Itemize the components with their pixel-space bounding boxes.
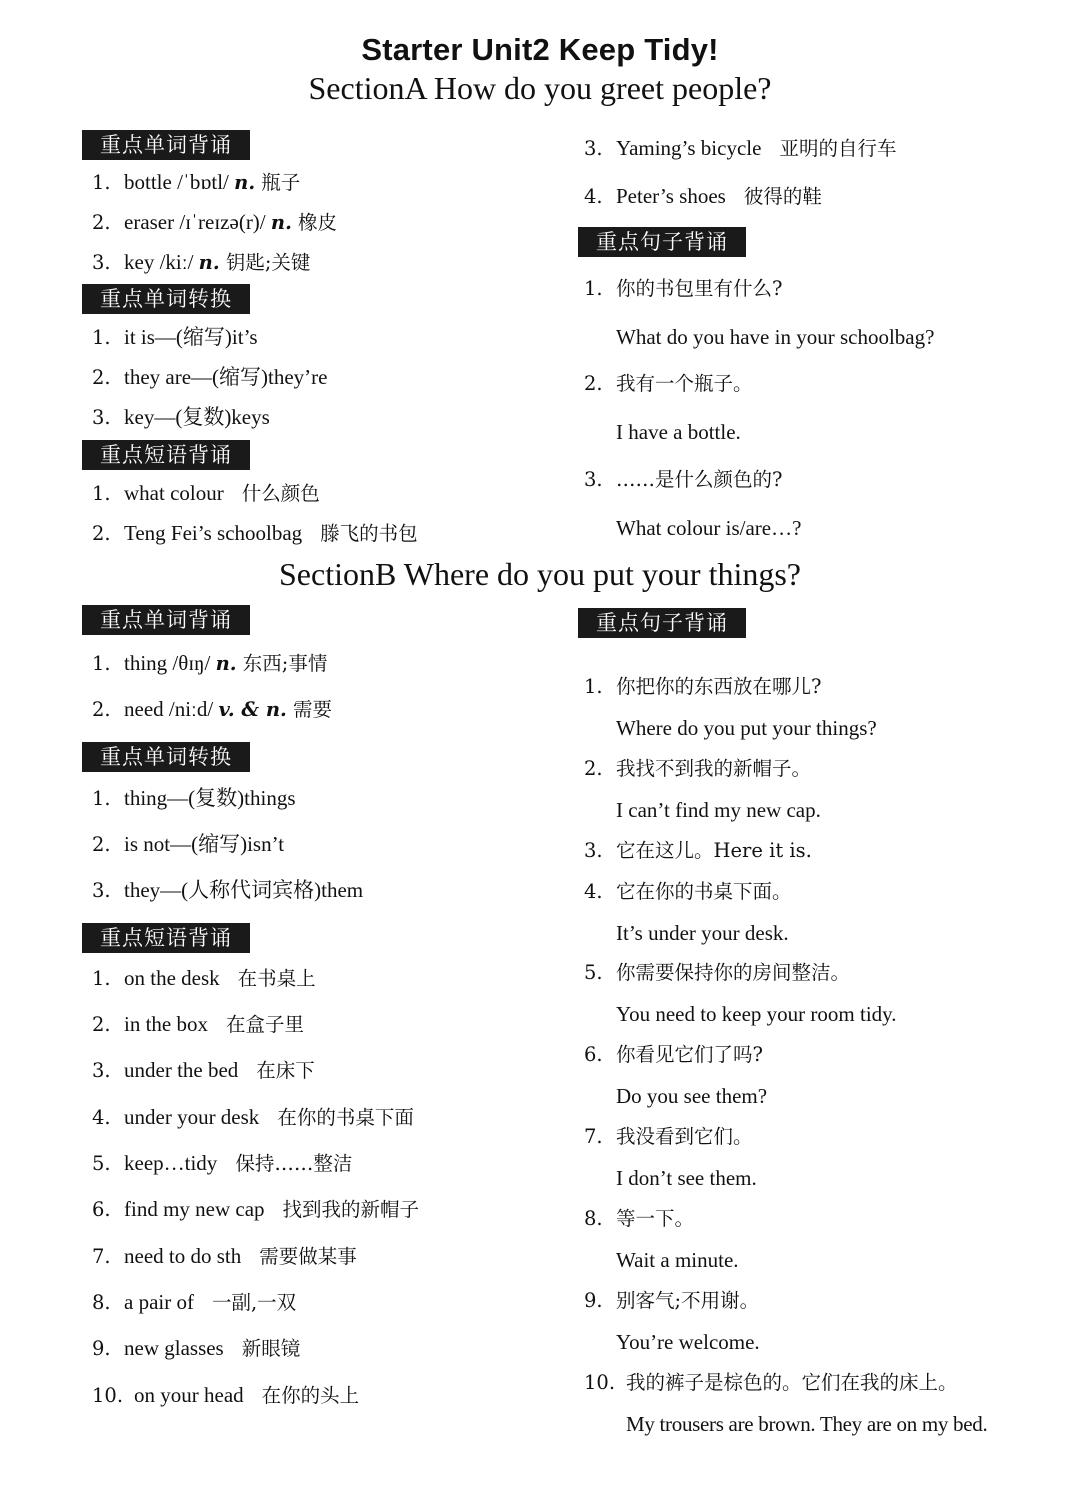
b-phrase-item xyxy=(92,1196,419,1223)
b-transform-item xyxy=(92,877,363,904)
phrase-cn: 什么颜色 xyxy=(241,482,320,505)
sentence-cn: 等一下。 xyxy=(616,1207,695,1230)
sentence-cn: 我的裤子是棕色的。它们在我的床上。 xyxy=(626,1371,958,1394)
a-transform-item xyxy=(92,404,270,431)
label-a-sentence-recite: 重点句子背诵 xyxy=(578,227,746,257)
sentence-cn: 别客气;不用谢。 xyxy=(616,1289,760,1312)
page-title: Starter Unit2 Keep Tidy! xyxy=(361,32,719,67)
b-sentence-item xyxy=(584,960,850,986)
item-number: 10. xyxy=(584,1371,616,1394)
b-sentence-item xyxy=(584,879,792,905)
a-transform-item xyxy=(92,364,328,391)
phrase-en: what colour xyxy=(124,481,224,505)
a-word-item xyxy=(92,209,337,236)
item-number: 4. xyxy=(584,880,603,903)
part-of-speech: n. xyxy=(270,211,292,234)
transform-text: key—(复数)keys xyxy=(124,405,270,429)
phrase-en: a pair of xyxy=(124,1290,194,1314)
a-phrase-item xyxy=(584,135,896,162)
a-sentence-item xyxy=(584,467,782,493)
item-number: 1. xyxy=(92,787,111,810)
sentence-cn: 我找不到我的新帽子。 xyxy=(616,757,812,780)
b-sentence-item xyxy=(584,756,811,782)
word-text: bottle /ˈbɒtl/ xyxy=(124,170,235,194)
phrase-en: Teng Fei’s schoolbag xyxy=(124,521,303,545)
phrase-en: Yaming’s bicycle xyxy=(616,136,762,160)
item-number: 6. xyxy=(92,1198,111,1221)
b-phrase-item xyxy=(92,1382,359,1409)
part-of-speech: n. xyxy=(198,251,220,274)
transform-text: thing—(复数)things xyxy=(124,786,296,810)
label-a-word-recite: 重点单词背诵 xyxy=(82,130,250,160)
a-sentence-item xyxy=(584,276,782,302)
b-sentence-item xyxy=(584,1370,958,1396)
b-transform-item xyxy=(92,785,296,812)
word-meaning: 瓶子 xyxy=(255,171,301,194)
item-number: 3. xyxy=(92,1059,111,1082)
b-sentence-item xyxy=(584,674,821,700)
a-phrase-item xyxy=(92,480,320,507)
item-number: 1. xyxy=(584,277,603,300)
phrase-en: Peter’s shoes xyxy=(616,184,726,208)
transform-text: they are—(缩写)they’re xyxy=(124,365,328,389)
sentence-cn: 你把你的东西放在哪儿? xyxy=(616,675,822,698)
item-number: 2. xyxy=(92,366,111,389)
b-sentence-translation: Do you see them? xyxy=(616,1084,768,1108)
b-phrase-item xyxy=(92,1150,352,1177)
phrase-en: in the box xyxy=(124,1012,208,1036)
b-phrase-item xyxy=(92,1243,357,1270)
b-transform-item xyxy=(92,831,284,858)
b-sentence-translation: I don’t see them. xyxy=(616,1166,757,1190)
b-phrase-item xyxy=(92,965,316,992)
phrase-cn: 在盒子里 xyxy=(226,1013,305,1036)
item-number: 2. xyxy=(92,211,111,234)
item-number: 7. xyxy=(584,1125,603,1148)
phrase-en: need to do sth xyxy=(124,1244,242,1268)
b-sentence-translation: You need to keep your room tidy. xyxy=(616,1002,897,1026)
part-of-speech: v. & n. xyxy=(218,698,287,721)
item-number: 3. xyxy=(584,468,603,491)
item-number: 1. xyxy=(92,171,111,194)
item-number: 3. xyxy=(92,879,111,902)
phrase-cn: 在床下 xyxy=(256,1059,315,1082)
part-of-speech: n. xyxy=(215,652,237,675)
word-text: thing /θɪŋ/ xyxy=(124,651,216,675)
b-phrase-item xyxy=(92,1057,315,1084)
label-b-phrase-recite: 重点短语背诵 xyxy=(82,923,250,953)
item-number: 10. xyxy=(92,1384,124,1407)
item-number: 1. xyxy=(92,326,111,349)
label-b-sentence-recite: 重点句子背诵 xyxy=(578,608,746,638)
section-a-heading: SectionA How do you greet people? xyxy=(308,70,772,106)
item-number: 5. xyxy=(584,961,603,984)
b-phrase-item xyxy=(92,1289,296,1316)
phrase-cn: 新眼镜 xyxy=(241,1337,301,1360)
phrase-cn: 需要做某事 xyxy=(259,1245,357,1268)
a-transform-item xyxy=(92,324,258,351)
item-number: 3. xyxy=(584,137,603,160)
phrase-en: on your head xyxy=(134,1383,244,1407)
a-phrase-item xyxy=(584,183,822,210)
item-number: 3. xyxy=(92,406,111,429)
item-number: 9. xyxy=(584,1289,603,1312)
phrase-en: keep…tidy xyxy=(124,1151,218,1175)
item-number: 3. xyxy=(92,251,111,274)
phrase-cn: 保持……整洁 xyxy=(235,1152,353,1175)
item-number: 2. xyxy=(584,372,603,395)
phrase-cn: 找到我的新帽子 xyxy=(282,1198,420,1221)
label-b-word-recite: 重点单词背诵 xyxy=(82,605,250,635)
phrase-cn: 滕飞的书包 xyxy=(320,522,418,545)
item-number: 1. xyxy=(92,652,111,675)
phrase-en: under the bed xyxy=(124,1058,239,1082)
b-phrase-item xyxy=(92,1011,304,1038)
item-number: 2. xyxy=(584,757,603,780)
transform-text: is not—(缩写)isn’t xyxy=(124,832,285,856)
b-sentence-item xyxy=(584,1124,753,1150)
item-number: 4. xyxy=(92,1106,111,1129)
b-sentence-translation: Wait a minute. xyxy=(616,1248,739,1272)
item-number: 1. xyxy=(92,482,111,505)
b-sentence-item xyxy=(584,838,812,864)
label-a-phrase-recite: 重点短语背诵 xyxy=(82,440,250,470)
item-number: 6. xyxy=(584,1043,603,1066)
a-sentence-translation: I have a bottle. xyxy=(616,420,741,444)
item-number: 1. xyxy=(584,675,603,698)
item-number: 2. xyxy=(92,833,111,856)
item-number: 7. xyxy=(92,1245,111,1268)
b-sentence-translation: Where do you put your things? xyxy=(616,716,877,740)
b-phrase-item xyxy=(92,1104,414,1131)
item-number: 4. xyxy=(584,185,603,208)
a-sentence-translation: What do you have in your schoolbag? xyxy=(616,325,935,349)
sentence-cn: ……是什么颜色的? xyxy=(616,468,783,491)
word-text: eraser /ɪˈreɪzə(r)/ xyxy=(124,210,271,234)
word-meaning: 橡皮 xyxy=(291,211,338,234)
item-number: 9. xyxy=(92,1337,111,1360)
word-text: key /kiː/ xyxy=(124,250,199,274)
b-sentence-translation: You’re welcome. xyxy=(616,1330,760,1354)
a-word-item xyxy=(92,169,300,196)
item-number: 5. xyxy=(92,1152,111,1175)
sentence-cn: 它在这儿。Here it is. xyxy=(616,839,812,862)
phrase-cn: 在你的书桌下面 xyxy=(277,1106,414,1129)
b-sentence-translation: My trousers are brown. They are on my bed. xyxy=(626,1412,988,1436)
part-of-speech: n. xyxy=(234,171,256,194)
transform-text: they—(人称代词宾格)them xyxy=(124,878,364,902)
section-b-heading: SectionB Where do you put your things? xyxy=(279,556,801,592)
sentence-cn: 它在你的书桌下面。 xyxy=(616,880,792,903)
a-sentence-item xyxy=(584,371,753,397)
b-phrase-item xyxy=(92,1335,300,1362)
word-text: need /niːd/ xyxy=(124,697,219,721)
sentence-cn: 我没看到它们。 xyxy=(616,1125,753,1148)
item-number: 3. xyxy=(584,839,603,862)
phrase-en: on the desk xyxy=(124,966,220,990)
a-sentence-translation: What colour is/are…? xyxy=(616,516,802,540)
label-b-word-transform: 重点单词转换 xyxy=(82,742,250,772)
label-a-word-transform: 重点单词转换 xyxy=(82,284,250,314)
item-number: 8. xyxy=(584,1207,603,1230)
b-sentence-item xyxy=(584,1288,759,1314)
word-meaning: 钥匙;关键 xyxy=(219,251,311,274)
word-meaning: 需要 xyxy=(286,698,332,721)
transform-text: it is—(缩写)it’s xyxy=(124,325,258,349)
word-meaning: 东西;事情 xyxy=(236,652,328,675)
phrase-en: under your desk xyxy=(124,1105,260,1129)
item-number: 2. xyxy=(92,698,111,721)
b-sentence-item xyxy=(584,1042,763,1068)
phrase-cn: 彼得的鞋 xyxy=(743,185,822,208)
phrase-cn: 在你的头上 xyxy=(261,1384,360,1407)
item-number: 8. xyxy=(92,1291,111,1314)
item-number: 1. xyxy=(92,967,111,990)
b-word-item xyxy=(92,650,327,677)
phrase-cn: 一副,一双 xyxy=(211,1291,297,1314)
b-sentence-item xyxy=(584,1206,694,1232)
b-sentence-translation: It’s under your desk. xyxy=(616,921,789,945)
a-word-item xyxy=(92,249,310,276)
sentence-cn: 你需要保持你的房间整洁。 xyxy=(616,961,851,984)
sentence-cn: 我有一个瓶子。 xyxy=(616,372,753,395)
a-phrase-item xyxy=(92,520,418,547)
phrase-en: find my new cap xyxy=(124,1197,265,1221)
item-number: 2. xyxy=(92,522,111,545)
phrase-en: new glasses xyxy=(124,1336,224,1360)
phrase-cn: 在书桌上 xyxy=(237,967,316,990)
item-number: 2. xyxy=(92,1013,111,1036)
b-word-item xyxy=(92,696,332,723)
sentence-cn: 你的书包里有什么? xyxy=(616,277,783,300)
phrase-cn: 亚明的自行车 xyxy=(779,137,897,160)
b-sentence-translation: I can’t find my new cap. xyxy=(616,798,821,822)
sentence-cn: 你看见它们了吗? xyxy=(616,1043,763,1066)
